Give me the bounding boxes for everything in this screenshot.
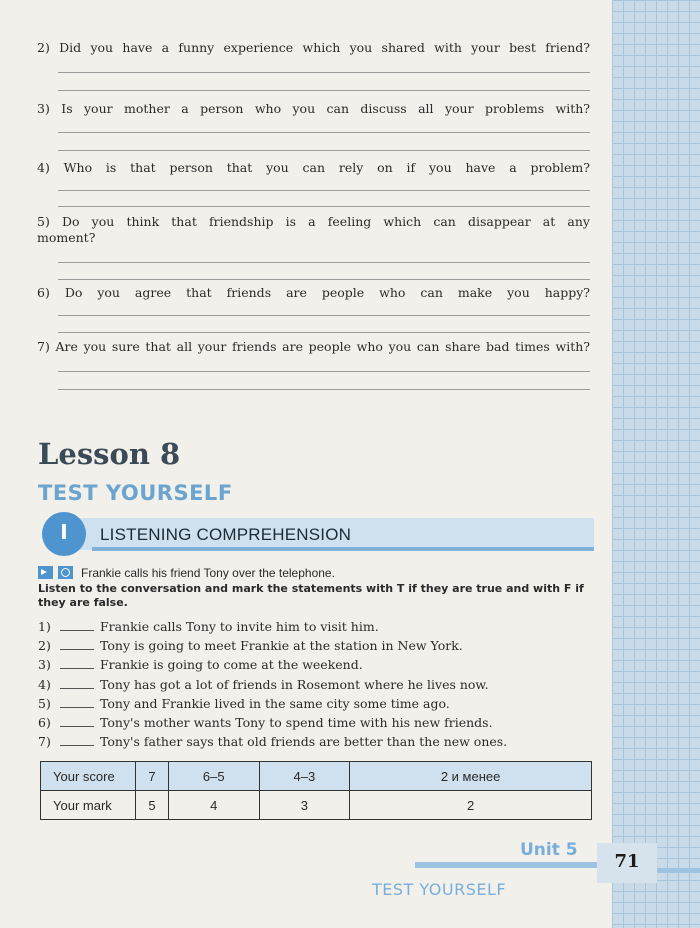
statement-text: Tony and Frankie lived in the same city some time ago. bbox=[100, 696, 450, 711]
statement-6 bbox=[38, 714, 493, 730]
statement-text: Tony has got a lot of friends in Rosemont where he lives now. bbox=[100, 677, 489, 692]
answer-line bbox=[58, 132, 590, 133]
mark-label: Your mark bbox=[41, 791, 136, 820]
question-4 bbox=[37, 160, 590, 176]
score-cell: 2 и менее bbox=[350, 762, 592, 791]
statement-1 bbox=[38, 618, 379, 634]
statement-text: Frankie is going to come at the weekend. bbox=[100, 657, 363, 672]
question-6 bbox=[37, 285, 590, 301]
question-3 bbox=[37, 101, 590, 117]
statement-text: Tony's mother wants Tony to spend time with his new friends. bbox=[100, 715, 493, 730]
statement-7 bbox=[38, 733, 507, 749]
score-cell: 4–3 bbox=[259, 762, 350, 791]
page-number: 71 bbox=[614, 851, 640, 872]
answer-line bbox=[58, 206, 590, 207]
question-2 bbox=[37, 40, 590, 56]
audio-icon bbox=[38, 566, 53, 579]
audio-intro: Frankie calls his friend Tony over the telephone. bbox=[81, 566, 335, 580]
question-7 bbox=[37, 339, 590, 355]
statement-5 bbox=[38, 695, 450, 711]
statement-number: 5) bbox=[38, 696, 51, 711]
score-table bbox=[40, 761, 592, 820]
disc-icon bbox=[58, 566, 73, 579]
answer-blank[interactable] bbox=[60, 676, 94, 689]
statement-text: Tony is going to meet Frankie at the station in New York. bbox=[100, 638, 463, 653]
question-text: 3) Is your mother a person who you can discuss all your problems with? bbox=[37, 101, 590, 116]
answer-line bbox=[58, 371, 590, 372]
footer-bar bbox=[415, 862, 600, 868]
answer-blank[interactable] bbox=[60, 733, 94, 746]
answer-line bbox=[58, 262, 590, 263]
score-label: Your score bbox=[41, 762, 136, 791]
statement-number: 7) bbox=[38, 734, 51, 749]
score-cell: 7 bbox=[136, 762, 169, 791]
statement-text: Frankie calls Tony to invite him to visit him. bbox=[100, 619, 379, 634]
statement-number: 1) bbox=[38, 619, 51, 634]
statement-2 bbox=[38, 637, 463, 653]
mark-cell: 2 bbox=[350, 791, 592, 820]
task-instruction: Listen to the conversation and mark the statements with T if they are true and with F if they are false. bbox=[38, 582, 584, 609]
question-5 bbox=[37, 214, 590, 246]
question-text: 4) Who is that person that you can rely on if you have a problem? bbox=[37, 160, 590, 175]
answer-line bbox=[58, 72, 590, 73]
statement-number: 2) bbox=[38, 638, 51, 653]
mark-cell: 3 bbox=[259, 791, 350, 820]
question-text: 2) Did you have a funny experience which you shared with your best friend? bbox=[37, 40, 590, 55]
statement-number: 3) bbox=[38, 657, 51, 672]
answer-line bbox=[58, 279, 590, 280]
statement-text: Tony's father says that old friends are better than the new ones. bbox=[100, 734, 508, 749]
answer-line bbox=[58, 90, 590, 91]
mark-cell: 4 bbox=[168, 791, 259, 820]
mark-cell: 5 bbox=[136, 791, 169, 820]
question-text: 5) Do you think that friendship is a feeling which can disappear at any bbox=[37, 214, 590, 229]
lesson-title: Lesson 8 bbox=[38, 437, 181, 471]
question-text: 6) Do you agree that friends are people who can make you happy? bbox=[37, 285, 590, 300]
answer-blank[interactable] bbox=[60, 695, 94, 708]
answer-blank[interactable] bbox=[60, 637, 94, 650]
mark-row bbox=[41, 791, 592, 820]
answer-line bbox=[58, 315, 590, 316]
answer-line bbox=[58, 389, 590, 390]
score-row bbox=[41, 762, 592, 791]
section-title: LISTENING COMPREHENSION bbox=[100, 525, 352, 544]
footer-section-title: TEST YOURSELF bbox=[372, 880, 507, 899]
answer-blank[interactable] bbox=[60, 714, 94, 727]
statement-number: 4) bbox=[38, 677, 51, 692]
answer-blank[interactable] bbox=[60, 618, 94, 631]
score-cell: 6–5 bbox=[168, 762, 259, 791]
answer-line bbox=[58, 150, 590, 151]
answer-line bbox=[58, 332, 590, 333]
question-text-continued: moment? bbox=[37, 230, 96, 245]
answer-blank[interactable] bbox=[60, 656, 94, 669]
statement-number: 6) bbox=[38, 715, 51, 730]
section-underline bbox=[92, 547, 594, 551]
statement-4 bbox=[38, 676, 489, 692]
unit-label: Unit 5 bbox=[520, 840, 578, 860]
lesson-subtitle: TEST YOURSELF bbox=[38, 481, 233, 505]
answer-line bbox=[58, 190, 590, 191]
question-text: 7) Are you sure that all your friends are people who you can share bad times with? bbox=[37, 339, 590, 354]
section-number: I bbox=[60, 520, 68, 544]
statement-3 bbox=[38, 656, 363, 672]
margin-grid-strip bbox=[612, 0, 700, 928]
